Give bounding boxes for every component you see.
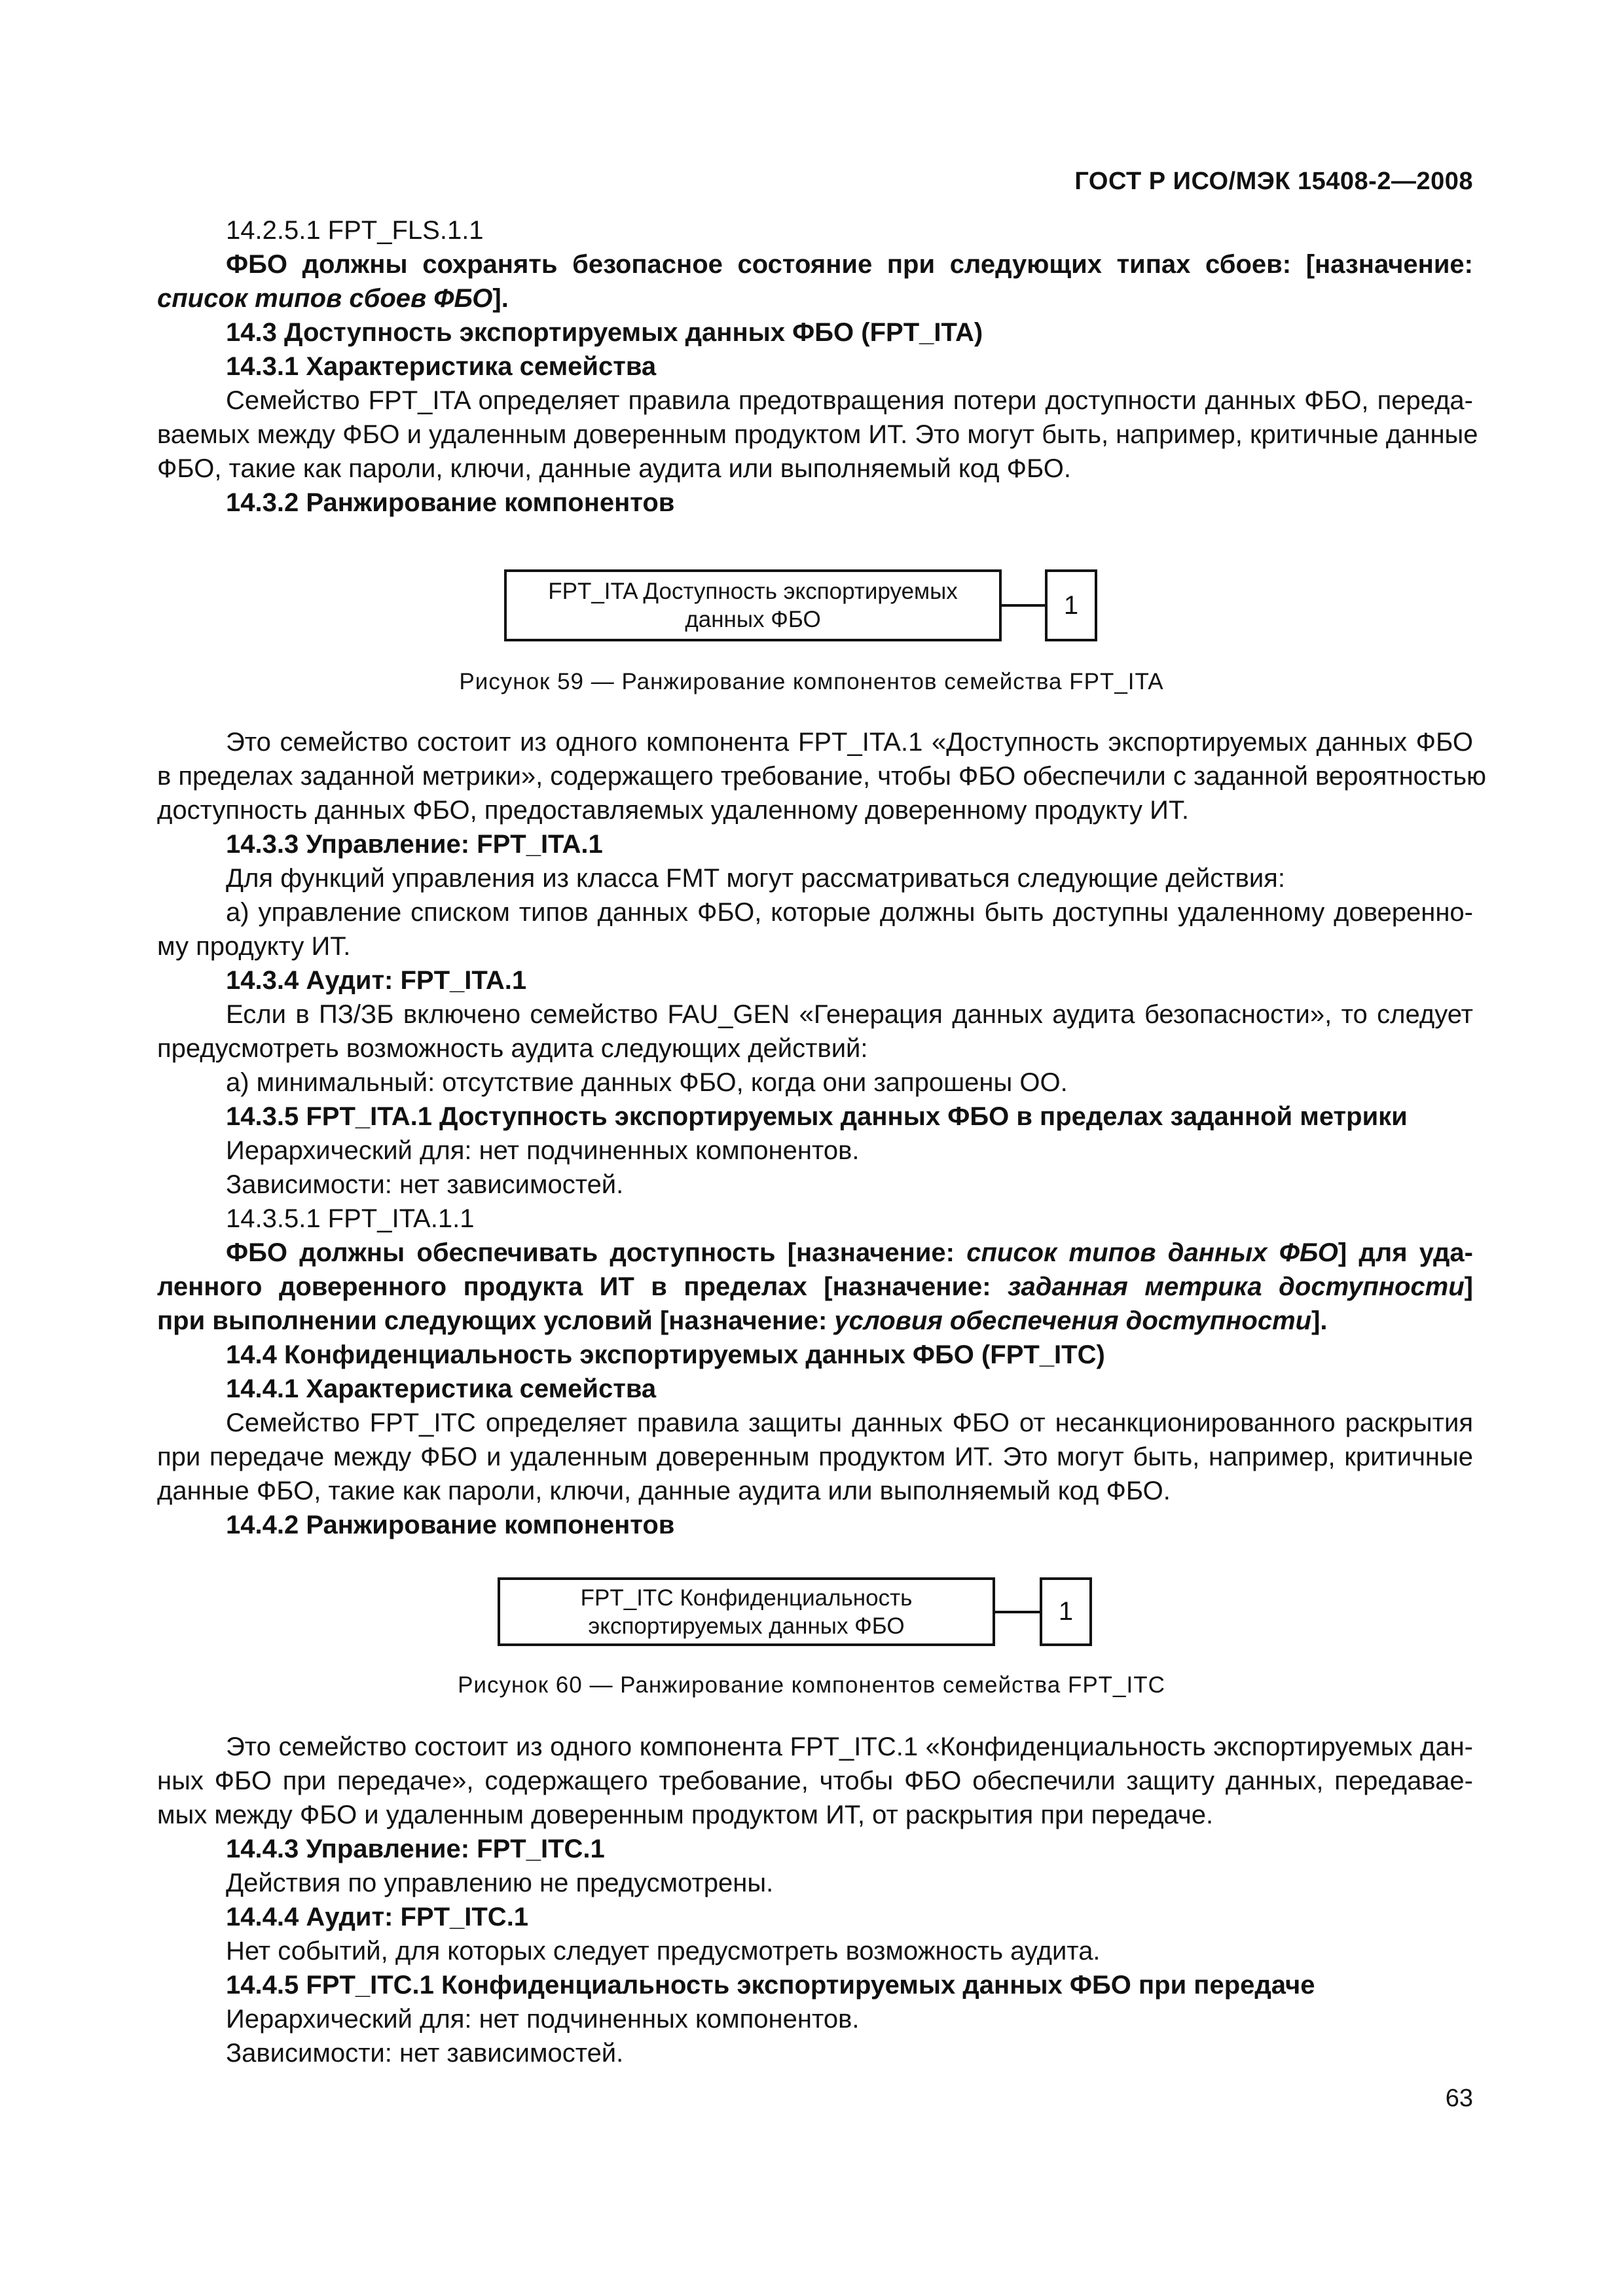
text-line bbox=[226, 350, 1473, 384]
text-line bbox=[226, 315, 1473, 350]
text-run: данные ФБО, такие как пароли, ключи, данные аудита или выполняемый код ФБО. bbox=[157, 1477, 1171, 1505]
text-run: список типов данных ФБО bbox=[966, 1238, 1338, 1267]
text-run: ваемых между ФБО и удаленным доверенным продуктом ИТ. Это могут быть, например, критичные данные bbox=[157, 420, 1478, 449]
text-line bbox=[226, 1508, 1473, 1542]
text-run: 14.2.5.1 FPT_FLS.1.1 bbox=[226, 216, 484, 245]
text-line bbox=[226, 963, 1473, 997]
document-header: ГОСТ Р ИСО/МЭК 15408-2—2008 bbox=[1074, 168, 1473, 195]
figure-59-connector bbox=[1002, 604, 1045, 607]
text-line bbox=[157, 1270, 1473, 1304]
text-run: список типов сбоев ФБО bbox=[157, 284, 493, 313]
text-line bbox=[226, 997, 1473, 1031]
text-run: предусмотреть возможность аудита следующих действий: bbox=[157, 1034, 868, 1063]
text-run: а) управление списком типов данных ФБО, которые должны быть доступны удаленному доверенно- bbox=[226, 898, 1473, 927]
text-run: Иерархический для: нет подчиненных компонентов. bbox=[226, 1136, 860, 1165]
text-line bbox=[157, 759, 1487, 793]
text-line bbox=[226, 1236, 1473, 1270]
figure-60-level-box: 1 bbox=[1040, 1577, 1092, 1646]
text-run: 14.3.1 Характеристика семейства bbox=[226, 352, 657, 381]
text-line bbox=[157, 793, 1473, 827]
text-run: 14.3.5 FPT_ITA.1 Доступность экспортируемых данных ФБО в пределах заданной метрики bbox=[226, 1102, 1408, 1131]
figure-59-level-box: 1 bbox=[1045, 569, 1097, 641]
text-run: условия обеспечения доступности bbox=[834, 1306, 1312, 1335]
text-line bbox=[157, 281, 1473, 315]
text-line bbox=[226, 1832, 1473, 1866]
text-run: Это семейство состоит из одного компонента FPT_ITA.1 «Доступность экспортируемых данных ФБО bbox=[226, 728, 1473, 757]
text-run: ] bbox=[1464, 1272, 1473, 1301]
text-line bbox=[157, 1031, 1473, 1066]
text-run: 14.4.5 FPT_ITC.1 Конфиденциальность экспортируемых данных ФБО при передаче bbox=[226, 1971, 1315, 2000]
text-line bbox=[226, 1900, 1473, 1934]
text-run: ]. bbox=[492, 284, 509, 313]
text-run: ных ФБО при передаче», содержащего требование, чтобы ФБО обеспечили защиту данных, передавае- bbox=[157, 1767, 1473, 1795]
text-line bbox=[226, 2036, 1473, 2070]
text-line bbox=[226, 827, 1473, 861]
text-run: 14.4.1 Характеристика семейства bbox=[226, 1374, 657, 1403]
text-line bbox=[226, 2002, 1473, 2036]
text-run: Нет событий, для которых следует предусмотреть возможность аудита. bbox=[226, 1937, 1101, 1965]
text-line bbox=[226, 861, 1473, 895]
text-run: ФБО должны сохранять безопасное состояние при следующих типах сбоев: [назначение: bbox=[226, 250, 1473, 279]
text-line bbox=[226, 247, 1473, 281]
text-run: 14.4.3 Управление: FPT_ITC.1 bbox=[226, 1835, 605, 1863]
text-run: 14.3.4 Аудит: FPT_ITA.1 bbox=[226, 966, 527, 995]
text-line bbox=[157, 1764, 1473, 1798]
text-line bbox=[226, 895, 1473, 929]
text-line bbox=[157, 929, 1473, 963]
text-line bbox=[157, 452, 1473, 486]
text-run: 14.4 Конфиденциальность экспортируемых данных ФБО (FPT_ITC) bbox=[226, 1340, 1105, 1369]
text-run: Действия по управлению не предусмотрены. bbox=[226, 1869, 774, 1897]
text-run: 14.3.5.1 FPT_ITA.1.1 bbox=[226, 1204, 475, 1233]
text-run: ФБО, такие как пароли, ключи, данные аудита или выполняемый код ФБО. bbox=[157, 454, 1072, 483]
text-run: Для функций управления из класса FMT могут рассматриваться следующие действия: bbox=[226, 864, 1285, 893]
text-run: Иерархический для: нет подчиненных компонентов. bbox=[226, 2005, 860, 2034]
text-run: Зависимости: нет зависимостей. bbox=[226, 1170, 624, 1199]
text-run: Если в ПЗ/ЗБ включено семейство FAU_GEN «Генерация данных аудита безопасности», то следует bbox=[226, 1000, 1473, 1029]
page-number: 63 bbox=[1445, 2085, 1473, 2112]
text-run: 14.3 Доступность экспортируемых данных ФБО (FPT_ITA) bbox=[226, 318, 983, 347]
text-run: Это семейство состоит из одного компонента FPT_ITC.1 «Конфиденциальность экспортируемых дан- bbox=[226, 1732, 1473, 1761]
text-run: ]. bbox=[1311, 1306, 1328, 1335]
figure-59-box-line1: FPT_ITA Доступность экспортируемых bbox=[548, 579, 958, 604]
text-line bbox=[226, 1934, 1473, 1968]
text-run: Семейство FPT_ITC определяет правила защиты данных ФБО от несанкционированного раскрытия bbox=[226, 1408, 1473, 1437]
text-line bbox=[226, 384, 1473, 418]
text-line bbox=[226, 725, 1473, 759]
text-line bbox=[226, 1338, 1473, 1372]
figure-60-box-line1: FPT_ITC Конфиденциальность bbox=[580, 1585, 913, 1611]
text-run: 14.4.2 Ранжирование компонентов bbox=[226, 1511, 675, 1539]
text-line bbox=[226, 1372, 1473, 1406]
text-run: мых между ФБО и удаленным доверенным продуктом ИТ, от раскрытия при передаче. bbox=[157, 1801, 1214, 1829]
text-line bbox=[226, 1134, 1473, 1168]
text-line bbox=[226, 1866, 1473, 1900]
text-run: ФБО должны обеспечивать доступность [назначение: bbox=[226, 1238, 967, 1267]
text-run: Зависимости: нет зависимостей. bbox=[226, 2039, 624, 2068]
text-line bbox=[157, 1474, 1473, 1508]
text-line bbox=[157, 1440, 1473, 1474]
text-run: 14.4.4 Аудит: FPT_ITC.1 bbox=[226, 1903, 529, 1931]
text-run: ] для уда- bbox=[1338, 1238, 1473, 1267]
figure-60-box-line2: экспортируемых данных ФБО bbox=[588, 1613, 905, 1639]
text-line bbox=[157, 1304, 1473, 1338]
text-line bbox=[226, 1406, 1473, 1440]
figure-59-family-box bbox=[504, 569, 1002, 641]
text-line bbox=[226, 1202, 1473, 1236]
figure-59-box-line2: данных ФБО bbox=[685, 607, 821, 632]
text-line bbox=[157, 418, 1478, 452]
text-run: при передаче между ФБО и удаленным доверенным продуктом ИТ. Это могут быть, например, критичные bbox=[157, 1443, 1473, 1471]
text-line bbox=[226, 1066, 1473, 1100]
text-line bbox=[226, 1100, 1473, 1134]
text-run: му продукту ИТ. bbox=[157, 932, 351, 961]
figure-60-connector bbox=[995, 1611, 1040, 1613]
text-run: 14.3.3 Управление: FPT_ITA.1 bbox=[226, 830, 603, 859]
text-run: Семейство FPT_ITA определяет правила предотвращения потери доступности данных ФБО, переда- bbox=[226, 386, 1473, 415]
text-run: в пределах заданной метрики», содержащего требование, чтобы ФБО обеспечили с заданной вероятностью bbox=[157, 762, 1487, 791]
text-line bbox=[226, 1730, 1473, 1764]
text-run: заданная метрика доступности bbox=[1008, 1272, 1465, 1301]
text-line bbox=[226, 486, 1473, 520]
figure-60-family-box bbox=[498, 1577, 995, 1646]
text-line bbox=[226, 213, 1473, 247]
text-run: 14.3.2 Ранжирование компонентов bbox=[226, 488, 675, 517]
text-run: ленного доверенного продукта ИТ в пределах [назначение: bbox=[157, 1272, 1008, 1301]
figure-60-caption: Рисунок 60 — Ранжирование компонентов семейства FPT_ITC bbox=[458, 1672, 1165, 1698]
figure-59-caption: Рисунок 59 — Ранжирование компонентов семейства FPT_ITA bbox=[459, 669, 1164, 694]
text-line bbox=[157, 1798, 1473, 1832]
text-run: доступность данных ФБО, предоставляемых удаленному доверенному продукту ИТ. bbox=[157, 796, 1189, 825]
text-run: а) минимальный: отсутствие данных ФБО, когда они запрошены ОО. bbox=[226, 1068, 1068, 1097]
text-run: при выполнении следующих условий [назначение: bbox=[157, 1306, 835, 1335]
text-line bbox=[226, 1168, 1473, 1202]
text-line bbox=[226, 1968, 1473, 2002]
